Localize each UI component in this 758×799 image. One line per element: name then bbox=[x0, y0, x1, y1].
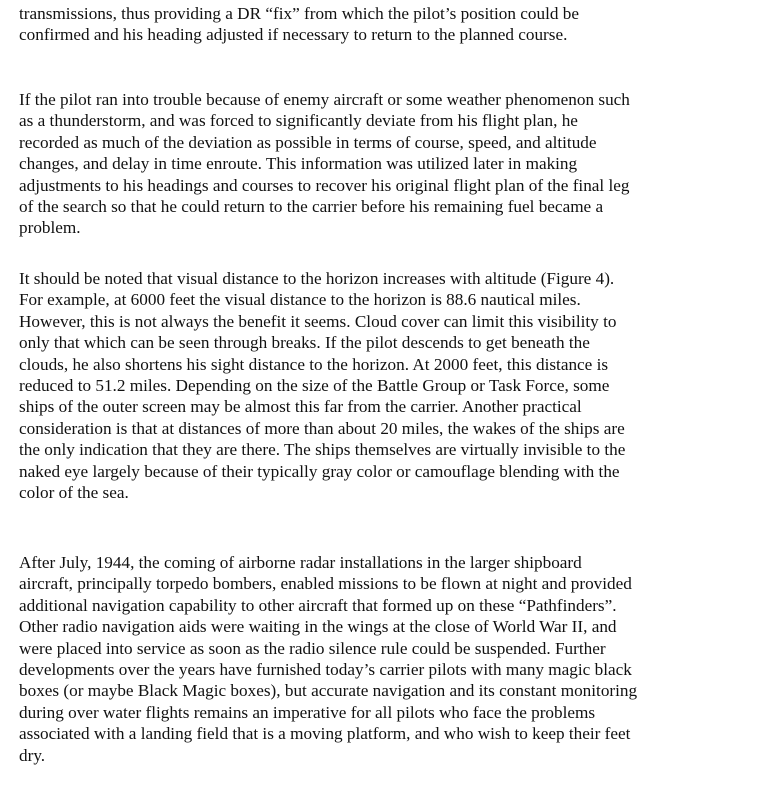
paragraph-dr-fix bbox=[19, 3, 747, 46]
text-line: confirmed and his heading adjusted if necessary to return to the planned course. bbox=[19, 25, 568, 45]
text-line: For example, at 6000 feet the visual distance to the horizon is 88.6 nautical miles. bbox=[19, 290, 581, 310]
text-line: dry. bbox=[19, 745, 46, 765]
text-line: were placed into service as soon as the radio silence rule could be suspended. Further bbox=[19, 638, 606, 658]
text-line: of the search so that he could return to the carrier before his remaining fuel became a bbox=[19, 197, 604, 217]
text-line: ships of the outer screen may be almost this far from the carrier. Another practical bbox=[19, 397, 582, 417]
paragraph-deviation bbox=[19, 89, 747, 239]
text-line: After July, 1944, the coming of airborne radar installations in the larger shipboard bbox=[19, 553, 582, 572]
text-line: changes, and delay in time enroute. This information was utilized later in making bbox=[19, 154, 578, 174]
paragraph-horizon-distance bbox=[19, 268, 747, 503]
text-line: problem. bbox=[19, 218, 81, 238]
text-line: color of the sea. bbox=[19, 483, 129, 503]
text-line: aircraft, principally torpedo bombers, enabled missions to be flown at night and provided bbox=[19, 574, 632, 594]
text-line: developments over the years have furnished today’s carrier pilots with many magic black bbox=[19, 660, 632, 680]
text-line: during over water flights remains an imperative for all pilots who face the problems bbox=[19, 702, 596, 722]
text-line: naked eye largely because of their typically gray color or camouflage blending with the bbox=[19, 461, 620, 481]
text-line: associated with a landing field that is a moving platform, and who wish to keep their feet bbox=[19, 724, 631, 744]
text-line: only that which can be seen through breaks. If the pilot descends to get beneath the bbox=[19, 333, 590, 353]
text-line: boxes (or maybe Black Magic boxes), but accurate navigation and its constant monitoring bbox=[19, 681, 638, 701]
text-line: Other radio navigation aids were waiting in the wings at the close of World War II, and bbox=[19, 617, 617, 637]
text-line: If the pilot ran into trouble because of enemy aircraft or some weather phenomenon such bbox=[19, 90, 630, 109]
text-line: It should be noted that visual distance to the horizon increases with altitude (Figure 4). bbox=[19, 269, 615, 288]
text-line: reduced to 51.2 miles. Depending on the size of the Battle Group or Task Force, some bbox=[19, 376, 610, 396]
paragraph-airborne-radar bbox=[19, 552, 747, 766]
text-line: consideration is that at distances of more than about 20 miles, the wakes of the ships are bbox=[19, 418, 625, 438]
text-line: adjustments to his headings and courses to recover his original flight plan of the final leg bbox=[19, 175, 630, 195]
text-line: recorded as much of the deviation as possible in terms of course, speed, and altitude bbox=[19, 132, 597, 152]
text-line: transmissions, thus providing a DR “fix” from which the pilot’s position could be bbox=[19, 4, 579, 23]
text-line: the only indication that they are there. The ships themselves are virtually invisible to the bbox=[19, 440, 626, 460]
text-line: as a thunderstorm, and was forced to significantly deviate from his flight plan, he bbox=[19, 111, 578, 131]
text-line: clouds, he also shortens his sight distance to the horizon. At 2000 feet, this distance is bbox=[19, 354, 609, 374]
text-line: additional navigation capability to other aircraft that formed up on these “Pathfinders”. bbox=[19, 595, 617, 615]
text-line: However, this is not always the benefit it seems. Cloud cover can limit this visibility to bbox=[19, 311, 617, 331]
